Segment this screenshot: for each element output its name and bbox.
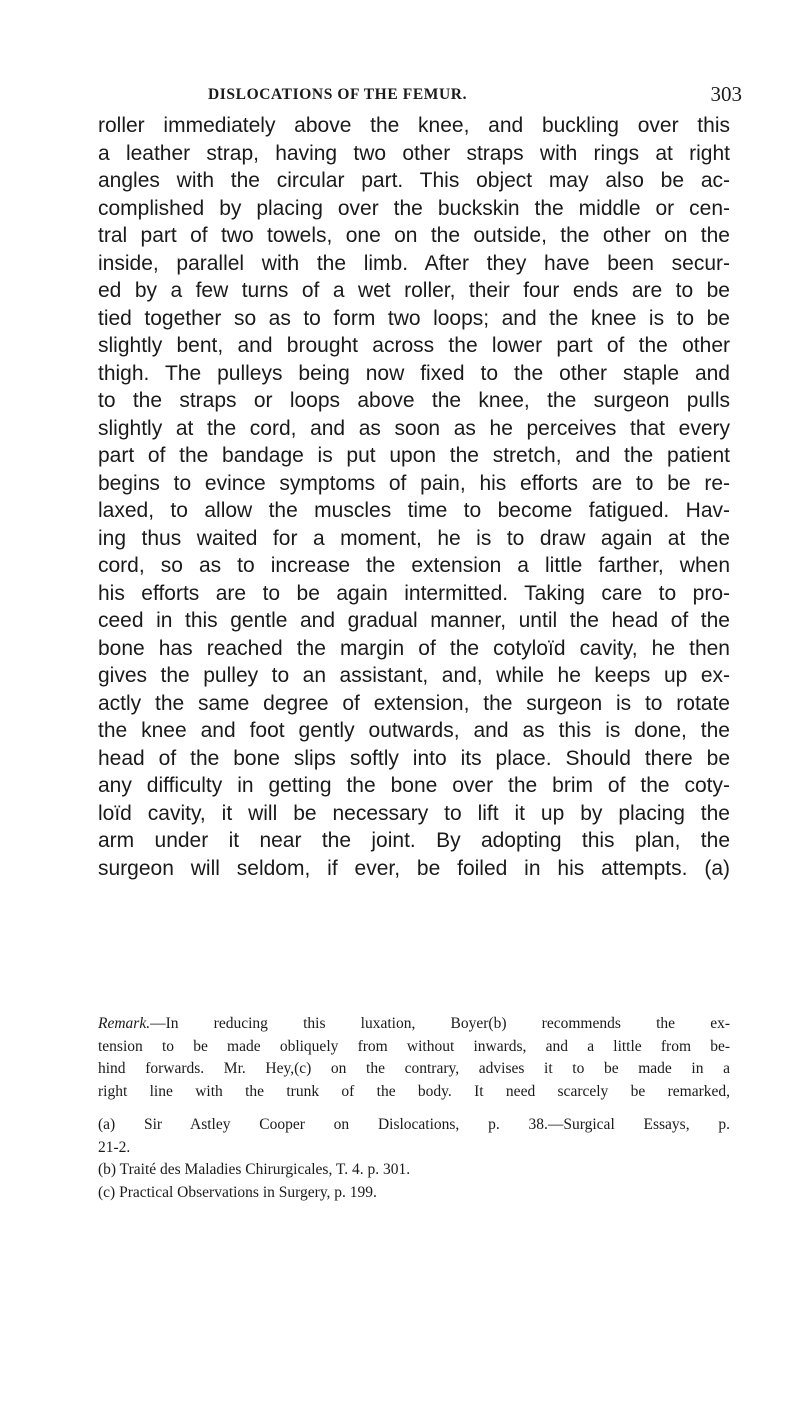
body-line: actly the same degree of extension, the surgeon is to rotate xyxy=(98,691,730,715)
footnote-a-continuation: 21-2. xyxy=(98,1138,131,1156)
body-line: inside, parallel with the limb. After they have been secur- xyxy=(98,251,730,275)
body-line: tral part of two towels, one on the outside, the other on the xyxy=(98,224,730,247)
body-line: laxed, to allow the muscles time to become fatigued. Hav- xyxy=(98,499,730,522)
footnote-c: (c) Practical Observations in Surgery, p. 199. xyxy=(98,1183,377,1201)
remark-text: —In reducing this luxation, Boyer(b) recommends the ex- xyxy=(150,1015,730,1032)
body-line: to the straps or loops above the knee, the surgeon pulls xyxy=(98,389,730,412)
body-line: a leather strap, having two other straps with rings at right xyxy=(98,141,730,165)
body-line: thigh. The pulleys being now fixed to the other staple and xyxy=(98,361,730,385)
body-line: arm under it near the joint. By adopting this plan, the xyxy=(98,829,730,852)
body-line: ing thus waited for a moment, he is to draw again at the xyxy=(98,526,730,550)
body-line: angles with the circular part. This object may also be ac- xyxy=(98,169,730,192)
body-line: tied together so as to form two loops; and the knee is to be xyxy=(98,306,730,330)
body-line: his efforts are to be again intermitted. Taking care to pro- xyxy=(98,581,730,605)
body-line: cord, so as to increase the extension a little farther, when xyxy=(98,554,730,577)
body-line: roller immediately above the knee, and buckling over this xyxy=(98,114,730,137)
remark-line: tension to be made obliquely from without inwards, and a little from be- xyxy=(98,1037,730,1055)
notes-section xyxy=(98,1013,730,1204)
body-line: part of the bandage is put upon the stretch, and the patient xyxy=(98,444,730,467)
body-line: the knee and foot gently outwards, and as this is done, the xyxy=(98,719,730,742)
body-line: ed by a few turns of a wet roller, their four ends are to be xyxy=(98,279,730,302)
remark-line: right line with the trunk of the body. It need scarcely be remarked, xyxy=(98,1082,730,1100)
body-line: surgeon will seldom, if ever, be foiled in his attempts. (a) xyxy=(98,856,730,880)
body-line: bone has reached the margin of the cotyloïd cavity, he then xyxy=(98,636,730,660)
body-line: gives the pulley to an assistant, and, while he keeps up ex- xyxy=(98,664,730,687)
body-line: head of the bone slips softly into its place. Should there be xyxy=(98,746,730,770)
body-line: ceed in this gentle and gradual manner, until the head of the xyxy=(98,609,730,632)
footnote-b: (b) Traité des Maladies Chirurgicales, T. 4. p. 301. xyxy=(98,1161,411,1178)
remark-line xyxy=(98,1013,730,1036)
body-line: begins to evince symptoms of pain, his efforts are to be re- xyxy=(98,471,730,495)
body-line: slightly at the cord, and as soon as he perceives that every xyxy=(98,416,730,440)
remark-line: hind forwards. Mr. Hey,(c) on the contrary, advises it to be made in a xyxy=(98,1060,730,1077)
body-line: loïd cavity, it will be necessary to lift it up by placing the xyxy=(98,801,730,825)
body-line: complished by placing over the buckskin the middle or cen- xyxy=(98,196,730,220)
remark-label: Remark. xyxy=(98,1015,151,1032)
running-head-title: DISLOCATIONS OF THE FEMUR. xyxy=(208,86,468,103)
main-paragraph xyxy=(98,112,730,882)
notes-gap xyxy=(98,1103,730,1114)
body-line: slightly bent, and brought across the lower part of the other xyxy=(98,334,730,357)
body-line: any difficulty in getting the bone over the brim of the coty- xyxy=(98,774,730,797)
footnote-a: (a) Sir Astley Cooper on Dislocations, p. 38.—Surgical Essays, p. xyxy=(98,1116,730,1133)
page-number: 303 xyxy=(710,82,742,106)
